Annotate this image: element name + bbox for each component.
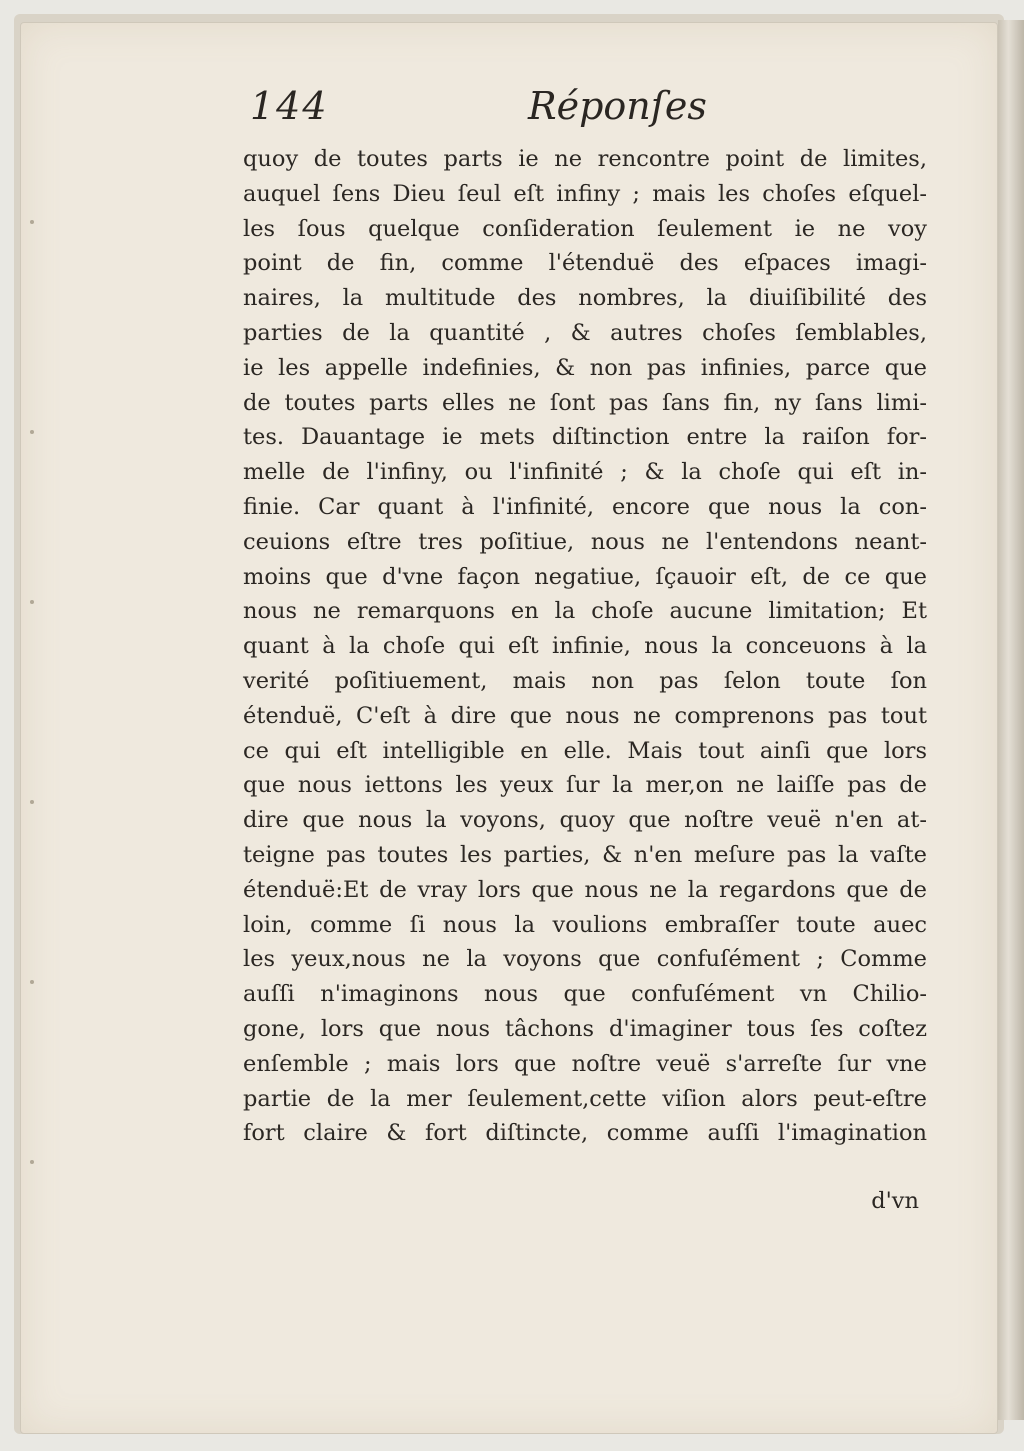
text-line: que nous iettons les yeux ſur la mer,on ne laiſſe pas de xyxy=(243,772,927,799)
page-number: 144 xyxy=(250,84,329,128)
catchword: d'vn xyxy=(871,1188,919,1214)
text-line: quant à la choſe qui eſt infinie, nous la conceuons à la xyxy=(243,633,927,660)
text-line: fort claire & fort diſtincte, comme auſſi l'imagination xyxy=(243,1120,927,1147)
text-line: ie les appelle indefinies, & non pas infinies, parce que xyxy=(243,354,927,381)
text-line: partie de la mer ſeulement,cette viſion alors peut-eſtre xyxy=(243,1085,927,1112)
running-title: Réponſes xyxy=(528,84,707,128)
text-line: dire que nous la voyons, quoy que noſtre veuë n'en at- xyxy=(243,807,927,834)
text-line: auſſi n'imaginons nous que confuſément vn Chilio- xyxy=(243,981,927,1008)
text-line: moins que d'vne façon negatiue, ſçauoir eſt, de ce que xyxy=(243,563,927,590)
text-line: melle de l'infiny, ou l'infinité ; & la choſe qui eſt in- xyxy=(243,459,927,486)
text-line: ce qui eſt intelligible en elle. Mais tout ainſi que lors xyxy=(243,737,927,764)
text-line: les ſous quelque conſideration ſeulement ie ne voy xyxy=(243,215,927,242)
text-line: les yeux,nous ne la voyons que confuſément ; Comme xyxy=(243,946,927,973)
text-line: tes. Dauantage ie mets diſtinction entre la raiſon for- xyxy=(243,424,927,451)
binding-marks xyxy=(30,80,50,1380)
text-line: enſemble ; mais lors que noſtre veuë s'arreſte ſur vne xyxy=(243,1050,927,1077)
text-line: étenduë, C'eſt à dire que nous ne comprenons pas tout xyxy=(243,702,927,729)
body-text xyxy=(243,142,927,1151)
text-line: quoy de toutes parts ie ne rencontre point de limites, xyxy=(243,146,927,172)
text-line: finie. Car quant à l'infinité, encore que nous la con- xyxy=(243,493,927,520)
text-line: verité poſitiuement, mais non pas ſelon toute ſon xyxy=(243,667,927,694)
page-edge xyxy=(998,20,1024,1420)
page-header xyxy=(250,84,930,144)
text-line: point de fin, comme l'étenduë des eſpaces imagi- xyxy=(243,250,927,277)
text-line: naires, la multitude des nombres, la diuiſibilité des xyxy=(243,285,927,312)
text-line: loin, comme ſi nous la voulions embraſſer toute auec xyxy=(243,911,927,938)
text-line: étenduë:Et de vray lors que nous ne la regardons que de xyxy=(243,876,927,903)
text-line: de toutes parts elles ne ſont pas ſans fin, ny ſans limi- xyxy=(243,389,927,416)
text-line: nous ne remarquons en la choſe aucune limitation; Et xyxy=(243,598,927,625)
text-line: auquel ſens Dieu ſeul eſt infiny ; mais les choſes eſquel- xyxy=(243,180,927,207)
text-line: parties de la quantité , & autres choſes ſemblables, xyxy=(243,319,927,346)
text-line: ceuions eſtre tres poſitiue, nous ne l'entendons neant- xyxy=(243,528,927,555)
text-line: teigne pas toutes les parties, & n'en meſure pas la vaſte xyxy=(243,841,927,868)
text-line: gone, lors que nous tâchons d'imaginer tous ſes coſtez xyxy=(243,1015,927,1042)
